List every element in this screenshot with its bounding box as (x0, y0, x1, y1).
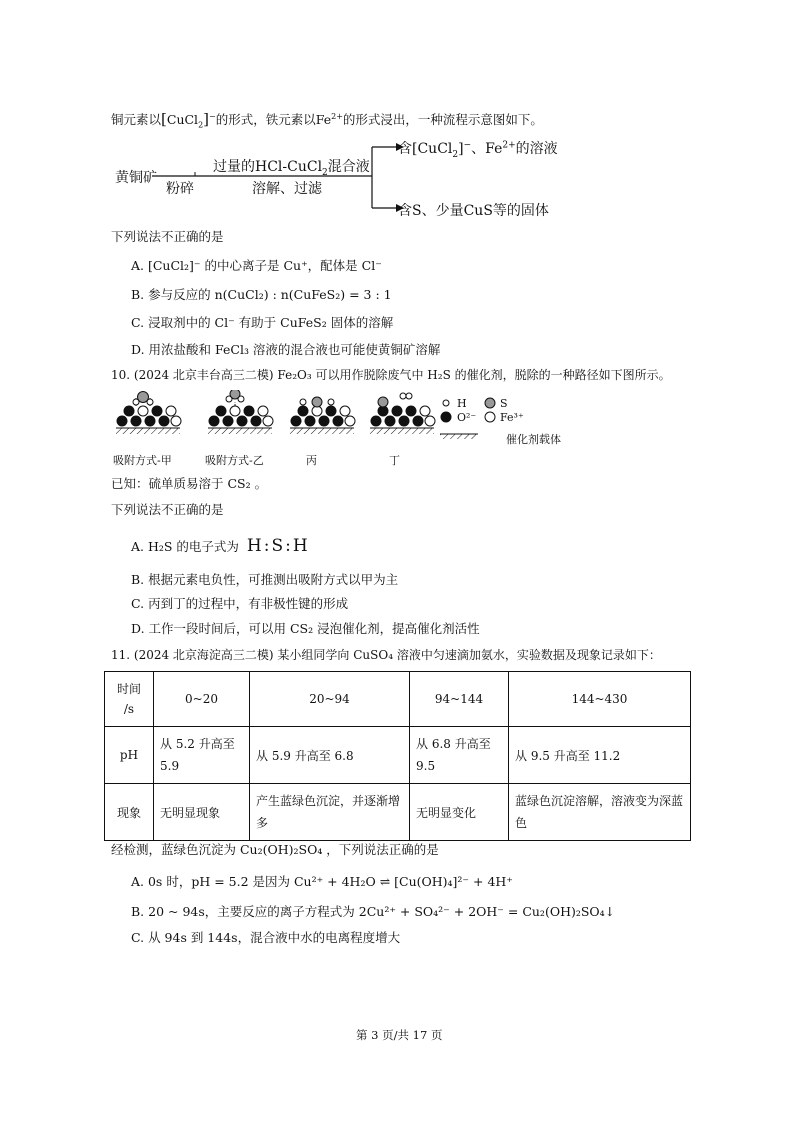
panel-adsorption-b (208, 390, 273, 434)
q11-stem: 11. (2024 北京海淀高三二模) 某小组同学向 CuSO₄ 溶液中匀速滴加氨水，实验数据及现象记录如下： (111, 648, 661, 662)
intro-line: 铜元素以[CuCl$_2$]−的形式，铁元素以$Fe^{2+}$的形式浸出，一种流程示意图如下。 (111, 110, 543, 130)
table-cell: 从 5.9 升高至 6.8 (250, 727, 410, 784)
flow-output-solid: 含S、少量CuS等的固体 (398, 203, 549, 219)
panel-d (370, 393, 435, 434)
intro-cucl2: CuCl (166, 112, 199, 127)
label-c: 丙 (306, 454, 317, 467)
flow-reagent: 过量的HCl-CuCl$_2$混合液 (213, 159, 370, 178)
table-cell: 无明显现象 (154, 784, 250, 841)
q10-option-a: A. H₂S 的电子式为 H:S:H (131, 536, 310, 556)
q10-option-c: C. 丙到丁的过程中，有非极性键的形成 (131, 596, 349, 611)
q10-option-d: D. 工作一段时间后，可以用 CS₂ 浸泡催化剂，提高催化剂活性 (131, 621, 480, 636)
q10-option-b: B. 根据元素电负性，可推测出吸附方式以甲为主 (131, 572, 399, 587)
legend-h: H (457, 397, 467, 410)
table-cell: 无明显变化 (410, 784, 509, 841)
q9-stem: 下列说法不正确的是 (111, 229, 224, 244)
table-cell: 从 5.2 升高至 5.9 (154, 727, 250, 784)
q9-option-d: D. 用浓盐酸和 FeCl₃ 溶液的混合液也可能使黄铜矿溶解 (131, 342, 441, 357)
table-row (105, 672, 691, 727)
flow-step2: 溶解、过滤 (252, 181, 322, 197)
q10-question: 下列说法不正确的是 (111, 502, 224, 517)
intro-charge: − (209, 111, 216, 121)
label-adsorption-b: 吸附方式-乙 (205, 454, 264, 467)
experiment-table (104, 671, 691, 841)
legend-support: 催化剂载体 (506, 433, 561, 446)
table-header-time: 时间 /s (105, 672, 154, 727)
table-cell: 现象 (105, 784, 154, 841)
intro-fe-charge: 2+ (331, 111, 343, 121)
h2s-electron-formula: H:S:H (246, 536, 310, 556)
q11-option-b: B. 20 ~ 94s，主要反应的离子方程式为 2Cu²⁺ + SO₄²⁻ + 2OH⁻ = Cu₂(OH)₂SO₄↓ (131, 904, 616, 919)
intro-fe: Fe (315, 112, 332, 127)
intro-pre: 铜元素以 (111, 112, 162, 127)
table-cell: 从 6.8 升高至 9.5 (410, 727, 509, 784)
q10-known: 已知：硫单质易溶于 CS₂ 。 (111, 476, 268, 491)
intro-mid: 的形式，铁元素以 (215, 112, 316, 127)
table-row (105, 784, 691, 841)
table-row (105, 727, 691, 784)
table-header-cell: 0~20 (154, 672, 250, 727)
q9-option-a: A. [CuCl₂]⁻ 的中心离子是 Cu⁺，配体是 Cl⁻ (131, 258, 382, 273)
table-cell: 蓝绿色沉淀溶解，溶液变为深蓝色 (509, 784, 691, 841)
table-cell: pH (105, 727, 154, 784)
flow-start: 黄铜矿 (115, 170, 157, 186)
table-header-cell: 144~430 (509, 672, 691, 727)
legend-fe: Fe³⁺ (500, 411, 524, 424)
table-cell: 从 9.5 升高至 11.2 (509, 727, 691, 784)
flow-step1: 粉碎 (166, 181, 194, 197)
panel-adsorption-a (116, 392, 181, 435)
intro-post: 的形式浸出，一种流程示意图如下。 (342, 112, 543, 127)
flow-output-solution: 含[CuCl$_2$]−、$Fe^{2+}$的溶液 (398, 140, 558, 160)
q11-option-a: A. 0s 时，pH = 5.2 是因为 Cu²⁺ + 4H₂O ⇌ [Cu(OH)₄]²⁻ + 4H⁺ (131, 874, 513, 889)
q10-stem: 10. (2024 北京丰台高三二模) Fe₂O₃ 可以用作脱除废气中 H₂S 的催化剂，脱除的一种路径如下图所示。 (111, 368, 671, 382)
q9-option-b: B. 参与反应的 n(CuCl₂) : n(CuFeS₂) = 3 : 1 (131, 287, 392, 302)
q9-option-c: C. 浸取剂中的 Cl⁻ 有助于 CuFeS₂ 固体的溶解 (131, 315, 394, 330)
table-header-cell: 94~144 (410, 672, 509, 727)
page-footer: 第 3 页/共 17 页 (356, 1028, 443, 1042)
label-adsorption-a: 吸附方式-甲 (113, 454, 172, 467)
legend-s: S (500, 397, 508, 410)
legend-o: O²⁻ (457, 411, 477, 424)
table-header-cell: 20~94 (250, 672, 410, 727)
label-d: 丁 (389, 454, 400, 467)
table-cell: 产生蓝绿色沉淀，并逐渐增多 (250, 784, 410, 841)
q11-after: 经检测，蓝绿色沉淀为 Cu₂(OH)₂SO₄ ，下列说法正确的是 (111, 842, 439, 857)
q11-option-c: C. 从 94s 到 144s，混合液中水的电离程度增大 (131, 930, 401, 945)
panel-c (290, 397, 355, 434)
